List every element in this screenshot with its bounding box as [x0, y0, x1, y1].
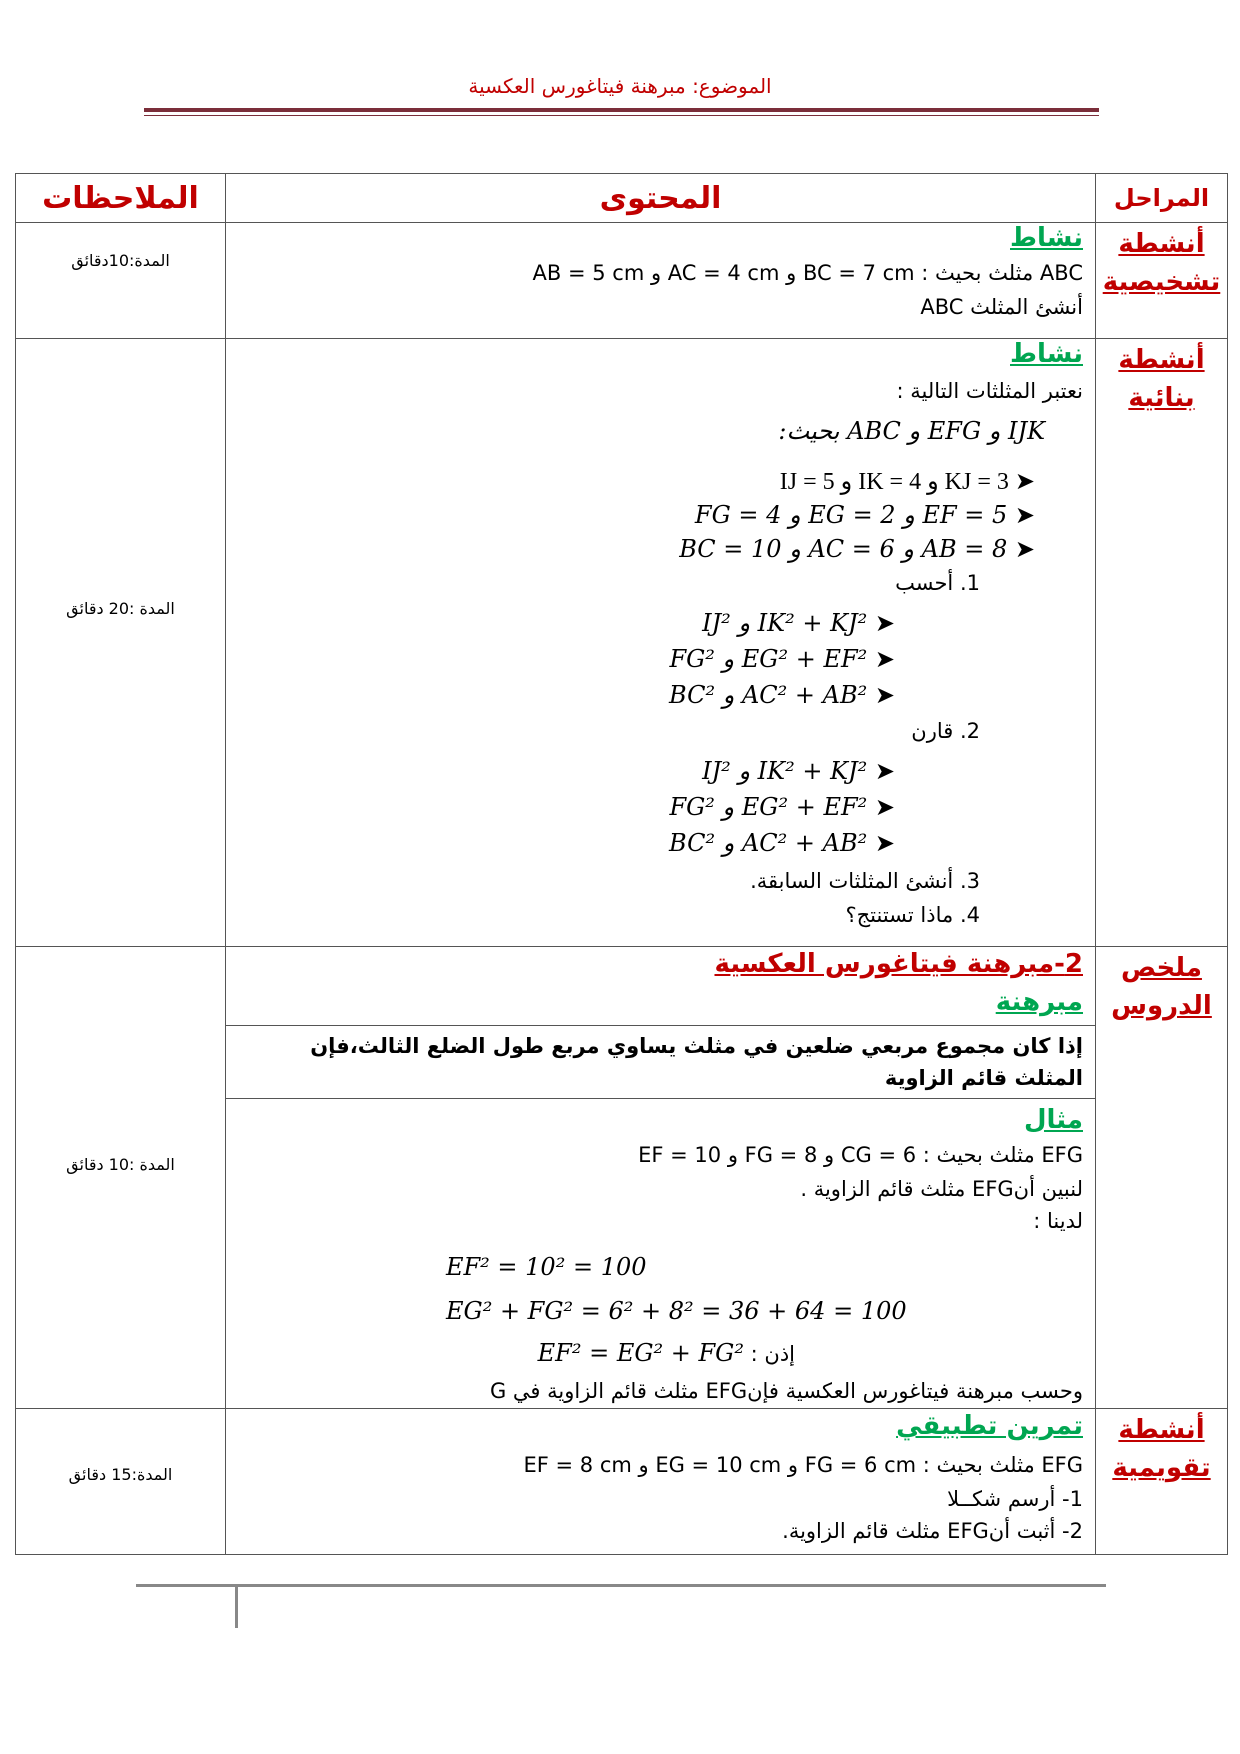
content-constructive — [226, 339, 1096, 947]
question-4: 4. ماذا تستنتج؟ — [845, 903, 980, 927]
activity-heading: نشاط — [1010, 223, 1083, 253]
table-row — [16, 947, 1228, 1409]
activity-intro: نعتبر المثلثات التالية : — [896, 379, 1083, 403]
table-row — [16, 223, 1228, 339]
table-row — [16, 339, 1228, 947]
diagnostic-line-1: ABC مثلث بحيث : BC = 7 cm و AC = 4 cm و AB = 5 cm — [532, 261, 1083, 285]
question-2: 2. قارن — [911, 719, 980, 743]
stage-evaluation: أنشطة تقويمية — [1096, 1409, 1228, 1555]
given-line-3: ➤ AB = 8 و AC = 6 و BC = 10 — [679, 535, 1035, 563]
example-line-3: لدينا : — [1033, 1209, 1083, 1233]
lesson-title: 2-مبرهنة فيتاغورس العكسية — [714, 949, 1083, 979]
equation-2: EG² + FG² = 6² + 8² = 36 + 64 = 100 — [446, 1297, 907, 1325]
exercise-heading: تمرين تطبيقي — [896, 1411, 1083, 1441]
question-1: 1. أحسب — [895, 571, 980, 595]
theorem-label: مبرهنة — [995, 987, 1083, 1017]
example-label: مثال — [1023, 1105, 1083, 1135]
calc-line-1: ➤ IK² + KJ² و IJ² — [702, 609, 895, 637]
conclusion: وحسب مبرهنة فيتاغورس العكسية فإنEFG مثلث قائم الزاوية في G — [489, 1379, 1083, 1403]
exercise-line-3: 2- أثبت أنEFG مثلث قائم الزاوية. — [782, 1519, 1083, 1543]
compare-line-1: ➤ IK² + KJ² و IJ² — [702, 757, 895, 785]
example-line-1: EFG مثلث بحيث : CG = 6 و FG = 8 و EF = 10 — [638, 1143, 1083, 1167]
compare-line-3: ➤ AC² + AB² و BC² — [669, 829, 895, 857]
content-summary — [226, 947, 1096, 1409]
table-header-row — [16, 174, 1228, 223]
table-row — [16, 1409, 1228, 1555]
question-3: 3. أنشئ المثلثات السابقة. — [750, 869, 980, 893]
column-header-notes: الملاحظات — [16, 174, 226, 223]
equation-3-label: إذن : — [750, 1342, 795, 1366]
stage-summary: ملخص الدروس — [1096, 947, 1228, 1409]
column-header-stages: المراحل — [1096, 174, 1228, 223]
given-line-2: ➤ EF = 5 و EG = 2 و FG = 4 — [694, 501, 1035, 529]
footer-rule-vertical — [235, 1584, 238, 1628]
note-duration: المدة :10 دقائق — [16, 947, 226, 1409]
equation-3-row — [538, 1339, 795, 1367]
lesson-table — [15, 173, 1228, 1555]
title-rule — [144, 108, 1099, 112]
content-evaluation — [226, 1409, 1096, 1555]
theorem-statement: إذا كان مجموع مربعي ضلعين في مثلث يساوي مربع طول الضلع الثالث،فإن المثلث قائم الزاوية — [310, 1034, 1083, 1090]
stage-diagnostic: أنشطة تشخيصية — [1096, 223, 1228, 339]
example-line-2: لنبين أنEFG مثلث قائم الزاوية . — [800, 1177, 1083, 1201]
theorem-box — [226, 1025, 1095, 1099]
footer-rule — [136, 1584, 1106, 1587]
calc-line-3: ➤ AC² + AB² و BC² — [669, 681, 895, 709]
page-title: الموضوع: مبرهنة فيتاغورس العكسية — [468, 74, 772, 98]
column-header-content: المحتوى — [226, 174, 1096, 223]
note-duration: المدة:10دقائق — [16, 223, 226, 339]
stage-constructive: أنشطة بنائية — [1096, 339, 1228, 947]
calc-line-2: ➤ EG² + EF² و FG² — [669, 645, 895, 673]
exercise-line-2: 1- أرسم شكــلا — [947, 1487, 1083, 1511]
equation-3: EF² = EG² + FG² — [537, 1339, 744, 1367]
exercise-line-1: EFG مثلث بحيث : FG = 6 cm و EG = 10 cm و EF = 8 cm — [523, 1453, 1083, 1477]
compare-line-2: ➤ EG² + EF² و FG² — [669, 793, 895, 821]
equation-1: EF² = 10² = 100 — [446, 1253, 647, 1281]
diagnostic-line-2: أنشئ المثلث ABC — [920, 295, 1083, 319]
triangles-line: IJK و EFG و ABC بحيث: — [778, 417, 1045, 445]
note-duration: المدة :20 دقائق — [16, 339, 226, 947]
activity-heading: نشاط — [1010, 339, 1083, 369]
title-rule-thin — [144, 115, 1099, 116]
note-duration: المدة:15 دقائق — [16, 1409, 226, 1555]
content-diagnostic — [226, 223, 1096, 339]
given-line-1: ➤ KJ = 3 و IK = 4 و IJ = 5 — [779, 467, 1035, 495]
